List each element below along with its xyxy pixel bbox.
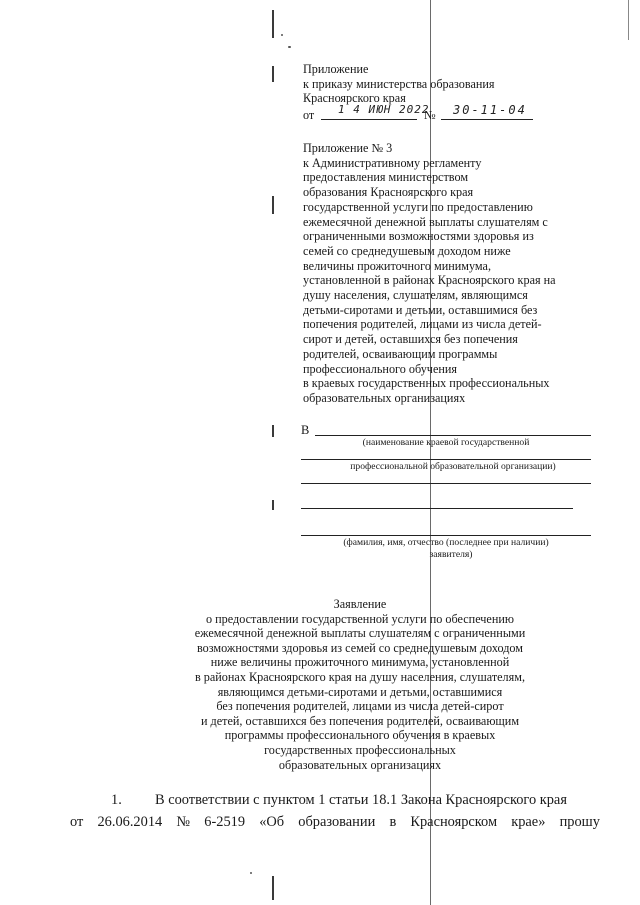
- appendix-line: ограниченными возможностями здоровья из: [303, 229, 534, 244]
- appendix-line: ежемесячной денежной выплаты слушателям с: [303, 214, 548, 229]
- organization-field[interactable]: [301, 423, 591, 437]
- statement-line: являющимся детьми-сиротами и детьми, оставшимися: [217, 684, 503, 699]
- paragraph-word: прошу: [559, 814, 600, 830]
- appendix-line: образовательных организациях: [303, 390, 466, 405]
- appendix-line: сирот и детей, оставшихся без попечения: [303, 332, 518, 347]
- statement-line: государственных профессиональных: [264, 742, 456, 757]
- paragraph-word: 26.06.2014: [97, 814, 163, 830]
- paragraph-word: №: [176, 814, 191, 830]
- statement-line: образовательных организациях: [278, 757, 442, 772]
- order-date-number-line: [303, 102, 603, 124]
- paragraph-line: [70, 789, 600, 811]
- paragraph-word: крае»: [511, 814, 546, 830]
- name-caption: заявителя): [429, 549, 473, 560]
- statement-line: и детей, оставшихся без попечения родителей, осваивающим: [200, 713, 520, 728]
- paragraph-number: 1.: [111, 792, 122, 808]
- scan-fold-line: [272, 425, 274, 437]
- blank-line[interactable]: [301, 483, 591, 484]
- paragraph-1: [70, 789, 600, 833]
- blank-line: [315, 435, 591, 436]
- name-caption: (фамилия, имя, отчество (последнее при наличии): [343, 537, 549, 548]
- appendix-3-block: [303, 141, 603, 406]
- header-title: Приложение: [303, 62, 369, 76]
- scan-fold-line: [272, 876, 274, 900]
- paragraph-line: [70, 811, 600, 833]
- appendix-line: семей со среднедушевым доходом ниже: [303, 243, 511, 258]
- ot-label: от: [303, 107, 315, 122]
- statement-line: без попечения родителей, лицами из числа детей-сирот: [216, 699, 504, 714]
- paragraph-word: 6-2519: [204, 814, 246, 830]
- addressee-block: [301, 423, 591, 560]
- v-label: В: [301, 423, 310, 437]
- appendix-line: предоставления министерством: [303, 170, 469, 185]
- scan-speck: [281, 34, 283, 36]
- appendix-line: родителей, осваивающим программы: [303, 346, 498, 361]
- scan-speck: [288, 46, 291, 48]
- statement-line: в районах Красноярского края на душу населения, слушателям,: [194, 669, 525, 684]
- order-appendix-header: [303, 62, 603, 124]
- header-line: к приказу министерства образования: [303, 76, 495, 91]
- appendix-line: к Административному регламенту: [303, 155, 482, 170]
- appendix-line: попечения родителей, лицами из числа детей-: [303, 317, 542, 332]
- applicant-name-field[interactable]: [301, 535, 591, 536]
- appendix-line: в краевых государственных профессиональных: [303, 376, 550, 391]
- scan-fold-line: [272, 196, 274, 214]
- appendix-line: государственной услуги по предоставлению: [303, 199, 533, 214]
- org-caption: профессиональной образовательной организации): [350, 461, 556, 472]
- scan-fold-line: [272, 66, 274, 82]
- appendix-line: детьми-сиротами и детьми, оставшимися без: [303, 302, 538, 317]
- scan-fold-line: [272, 10, 274, 38]
- scan-fold-line: [628, 0, 629, 40]
- scan-fold-line: [272, 500, 274, 510]
- statement-line: ниже величины прожиточного минимума, установленной: [210, 655, 510, 670]
- blank-line[interactable]: [301, 459, 591, 460]
- paragraph-word: образовании: [298, 814, 376, 830]
- statement-title-block: [150, 597, 570, 772]
- appendix-line: душу населения, слушателям, являющимся: [303, 288, 528, 303]
- statement-line: программы профессионального обучения в краевых: [224, 728, 496, 743]
- statement-line: возможностями здоровья из семей со среднедушевым доходом: [197, 640, 523, 655]
- appendix-line: образования Красноярского края: [303, 185, 474, 200]
- statement-line: ежемесячной денежной выплаты слушателям с ограниченными: [194, 626, 526, 641]
- paragraph-text: В соответствии с пунктом 1 статьи 18.1 Закона Красноярского края: [155, 792, 567, 808]
- scan-speck: [250, 872, 252, 874]
- paragraph-word: от: [70, 814, 84, 830]
- org-caption: (наименование краевой государственной: [362, 437, 530, 448]
- header-line: Красноярского края: [303, 91, 406, 106]
- paragraph-word: «Об: [259, 814, 285, 830]
- appendix-line: величины прожиточного минимума,: [303, 258, 491, 273]
- handwritten-date: 1 4 ИЮН 2022: [338, 102, 430, 116]
- appendix-line: Приложение № 3: [303, 141, 393, 155]
- blank-line[interactable]: [301, 508, 573, 509]
- handwritten-number: 30-11-04: [453, 102, 527, 117]
- statement-title: Заявление: [333, 597, 387, 611]
- paragraph-word: Красноярском: [410, 814, 498, 830]
- paragraph-word: в: [389, 814, 397, 830]
- number-sign: №: [424, 107, 436, 122]
- appendix-line: установленной в районах Красноярского края на: [303, 273, 556, 288]
- statement-line: о предоставлении государственной услуги по обеспечению: [206, 611, 514, 626]
- appendix-line: профессионального обучения: [303, 361, 457, 376]
